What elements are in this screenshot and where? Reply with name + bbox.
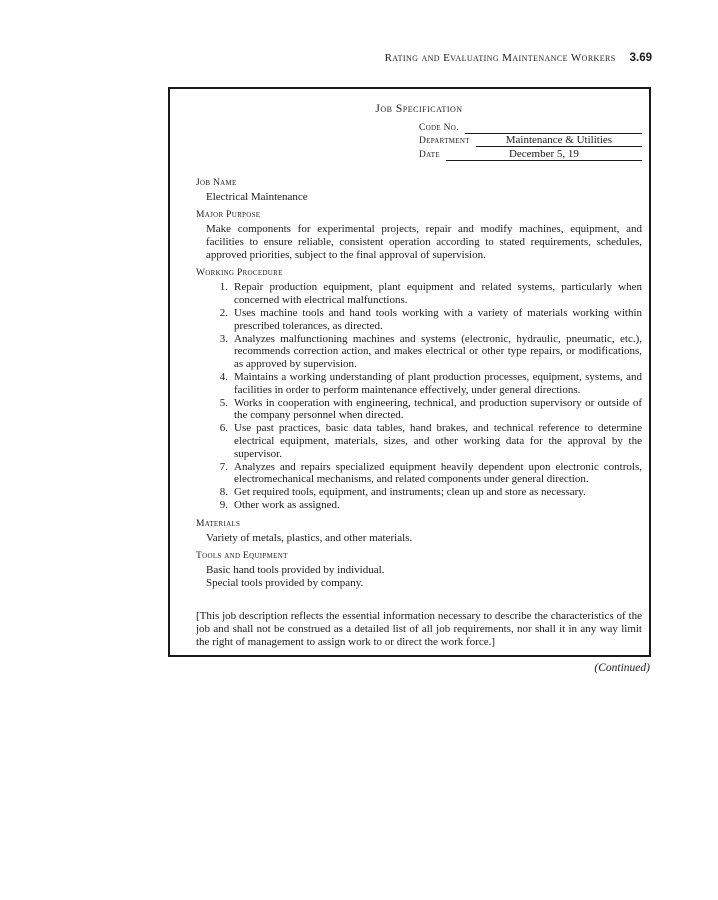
major-purpose-text: Make components for experimental projects, repair and modify machines, equipment, and facilities to ensure reliable, consistent operation according to stated requirements, schedules, approved priorities, subject to the final approval of supervision. xyxy=(206,223,642,261)
running-head-title: Rating and Evaluating Maintenance Workers xyxy=(384,52,616,64)
running-head xyxy=(385,52,652,64)
list-item-number: 9. xyxy=(219,498,228,511)
materials-line: Variety of metals, plastics, and other materials. xyxy=(206,531,413,544)
field-date xyxy=(419,147,642,161)
section-materials xyxy=(196,519,642,545)
list-item xyxy=(198,307,642,333)
list-item-number: 3. xyxy=(219,332,228,345)
list-item-text: Get required tools, equipment, and instruments; clean up and store as necessary. xyxy=(234,486,586,499)
section-major-purpose-label: Major Purpose xyxy=(196,210,261,220)
field-code-no-label: Code No. xyxy=(419,122,459,133)
form-header-fields xyxy=(419,120,642,161)
list-item-text: Maintains a working understanding of plant production processes, equipment, systems, and facilities in order to perform maintenance effectively, under general directions. xyxy=(234,370,642,396)
tools-line: Special tools provided by company. xyxy=(206,576,364,589)
list-item-text: Use past practices, basic data tables, hand brakes, and technical reference to determine electrical equipment, materials, sizes, and other working data for the approval by the supervisor. xyxy=(234,422,642,460)
list-item-text: Uses machine tools and hand tools working with a variety of materials working within prescribed tolerances, as directed. xyxy=(234,306,642,332)
tools-line: Basic hand tools provided by individual. xyxy=(206,564,385,577)
section-major-purpose xyxy=(196,210,642,261)
list-item xyxy=(198,371,642,397)
field-date-label: Date xyxy=(419,149,440,160)
field-date-value: December 5, 19 xyxy=(446,148,642,161)
list-item-text: Works in cooperation with engineering, technical, and production supervisory or outside of the company personnel when directed. xyxy=(234,396,642,422)
continued-note: (Continued) xyxy=(594,662,650,674)
job-name-value: Electrical Maintenance xyxy=(206,190,308,203)
list-item-number: 4. xyxy=(219,370,228,383)
list-item xyxy=(198,486,642,499)
field-department xyxy=(419,134,642,148)
list-item-number: 1. xyxy=(219,281,228,294)
section-working-procedure xyxy=(196,268,642,511)
page-number: 3.69 xyxy=(629,52,652,64)
list-item-text: Repair production equipment, plant equipment and related systems, particularly when concerned with electrical malfunctions. xyxy=(234,281,642,307)
list-item-number: 7. xyxy=(219,460,228,473)
section-job-name-label: Job Name xyxy=(196,177,237,188)
list-item-number: 6. xyxy=(219,422,228,435)
list-item-number: 2. xyxy=(219,306,228,319)
list-item xyxy=(198,281,642,307)
list-item xyxy=(198,397,642,423)
list-item-number: 5. xyxy=(219,396,228,409)
section-working-procedure-label: Working Procedure xyxy=(196,268,283,279)
list-item-number: 8. xyxy=(219,486,228,499)
form-title: Job Specification xyxy=(375,103,463,115)
list-item xyxy=(198,461,642,487)
job-specification-form xyxy=(168,87,651,657)
field-code-no xyxy=(419,120,642,134)
field-department-value: Maintenance & Utilities xyxy=(476,134,642,147)
section-job-name xyxy=(196,178,642,204)
section-tools-and-equipment xyxy=(196,551,642,589)
field-department-label: Department xyxy=(419,136,470,146)
form-disclaimer: [This job description reflects the essential information necessary to describe the characteristics of the job and shall not be construed as a detailed list of all job requirements, nor shall it in any way limit the right of management to assign work to or direct the work force.] xyxy=(196,610,642,648)
list-item-text: Analyzes malfunctioning machines and systems (electronic, hydraulic, pneumatic, etc.), recommends correction action, and makes electrical or other type repairs, or modifications, as approved by supervision. xyxy=(234,332,642,371)
section-tools-label: Tools and Equipment xyxy=(196,551,288,562)
list-item-text: Analyzes and repairs specialized equipment heavily dependent upon electronic controls, electromechanical mechanisms, and related components under general direction. xyxy=(234,460,642,486)
list-item xyxy=(198,422,642,460)
section-materials-label: Materials xyxy=(196,518,241,529)
list-item-text: Other work as assigned. xyxy=(234,498,340,511)
list-item xyxy=(198,333,642,371)
list-item xyxy=(198,499,642,512)
working-procedure-list xyxy=(198,281,642,511)
